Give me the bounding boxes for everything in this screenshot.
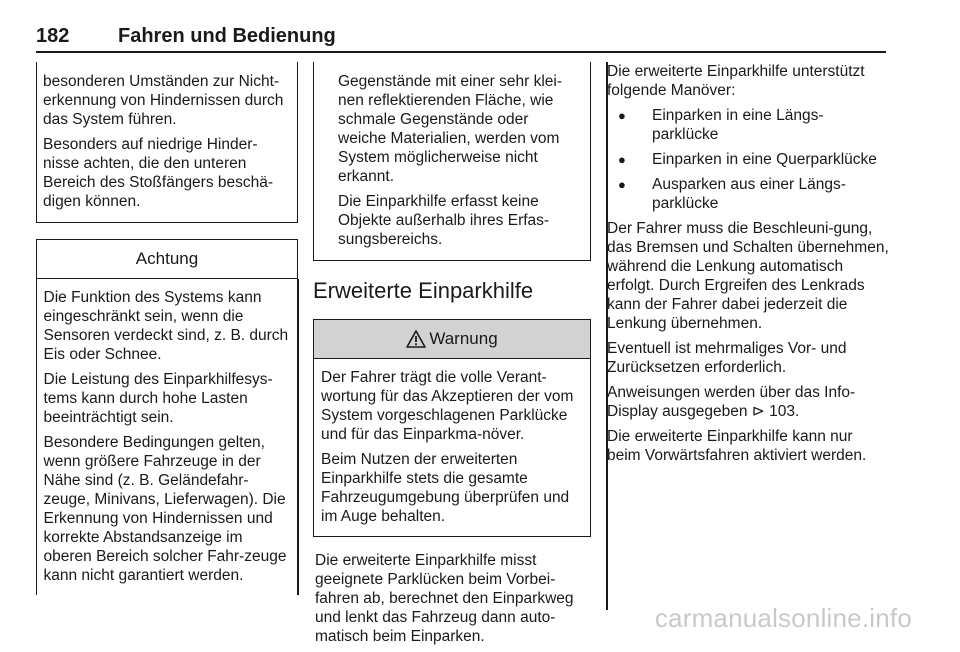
page-reference-arrow-icon: ⊳ bbox=[751, 403, 765, 420]
page-reference-link[interactable]: 103. bbox=[769, 403, 800, 420]
page-header bbox=[36, 25, 886, 53]
list-item: ● Einparken in eine Querparklücke bbox=[607, 150, 889, 169]
column-3 bbox=[607, 62, 889, 471]
column-1 bbox=[36, 62, 298, 595]
paragraph: Die Leistung des Einparkhilfesys-tems kann durch hohe Lasten beeinträchtigt sein. bbox=[43, 371, 273, 426]
section-title: Erweiterte Einparkhilfe bbox=[313, 278, 534, 303]
warning-title: Warnung bbox=[429, 329, 498, 348]
paragraph: Eventuell ist mehrmaliges Vor- und Zurücksetzen erforderlich. bbox=[607, 340, 847, 376]
paragraph: Gegenstände mit einer sehr klei-nen reflektierenden Fläche, wie schmale Gegenstände oder weiche Materialien, werden vom System möglicherweise nicht erkannt. bbox=[338, 73, 563, 185]
list-item: ● Ausparken aus einer Längs-parklücke bbox=[607, 175, 889, 213]
warning-body bbox=[314, 359, 590, 536]
caution-body bbox=[36, 279, 299, 595]
list-item: ● Einparken in eine Längs-parklücke bbox=[607, 106, 889, 144]
paragraph: Der Fahrer trägt die volle Verant-wortung für das Akzeptieren der vom System vorgeschlagenen Parklücke und für das Einparkma-növer. bbox=[321, 369, 574, 443]
continued-caution-box bbox=[313, 62, 591, 261]
warning-triangle-icon bbox=[406, 330, 426, 348]
running-title: Fahren und Bedienung bbox=[118, 25, 336, 47]
paragraph: Die erweiterte Einparkhilfe unterstützt folgende Manöver: bbox=[607, 63, 865, 99]
paragraph: Die erweiterte Einparkhilfe misst geeignete Parklücken beim Vorbei-fahren ab, berechnet den Einparkweg und lenkt das Fahrzeug dann auto-matisch beim Einparken. bbox=[315, 552, 574, 645]
continued-caution-box bbox=[36, 62, 298, 223]
paragraph: Die erweiterte Einparkhilfe kann nur beim Vorwärtsfahren aktiviert werden. bbox=[607, 428, 867, 464]
paragraph: Besonders auf niedrige Hinder-nisse achten, die den unteren Bereich des Stoßfängers beschä-digen können. bbox=[43, 136, 274, 210]
caution-box bbox=[36, 239, 298, 595]
body-text bbox=[313, 551, 591, 646]
paragraph: Besondere Bedingungen gelten, wenn größere Fahrzeuge in der Nähe sind (z. B. Geländefahr-zeuge, Minivans, Lieferwagen). Die Erkennung von Hindernissen und korrekte Abstandsanzeige im oberen Bereich solcher Fahr-zeuge kann nicht garantiert werden. bbox=[43, 434, 287, 584]
watermark: carmanualsonline.info bbox=[654, 603, 912, 633]
maneuver-list bbox=[607, 106, 889, 213]
column-2 bbox=[313, 62, 591, 652]
paragraph bbox=[607, 383, 889, 421]
warning-header bbox=[314, 320, 590, 359]
paragraph-text: Anweisungen werden über das Info-Display ausgegeben bbox=[607, 384, 856, 420]
paragraph: Der Fahrer muss die Beschleuni-gung, das Bremsen und Schalten übernehmen, während die Lenkung automatisch erfolgt. Durch Ergreifen des Lenkrads kann der Fahrer dabei jederzeit die Lenkung übernehmen. bbox=[607, 220, 889, 332]
warning-box bbox=[313, 319, 591, 537]
paragraph: Beim Nutzen der erweiterten Einparkhilfe stets die gesamte Fahrzeugumgebung überprüfen und im Auge behalten. bbox=[321, 451, 570, 525]
paragraph: besonderen Umständen zur Nicht-erkennung von Hindernissen durch das System führen. bbox=[43, 73, 284, 128]
paragraph: Die Einparkhilfe erfasst keine Objekte außerhalb ihres Erfas-sungsbereichs. bbox=[338, 193, 550, 248]
paragraph: Die Funktion des Systems kann eingeschränkt sein, wenn die Sensoren verdeckt sind, z. B. durch Eis oder Schnee. bbox=[43, 289, 289, 363]
caution-title: Achtung bbox=[37, 240, 297, 279]
page-number: 182 bbox=[36, 25, 70, 47]
